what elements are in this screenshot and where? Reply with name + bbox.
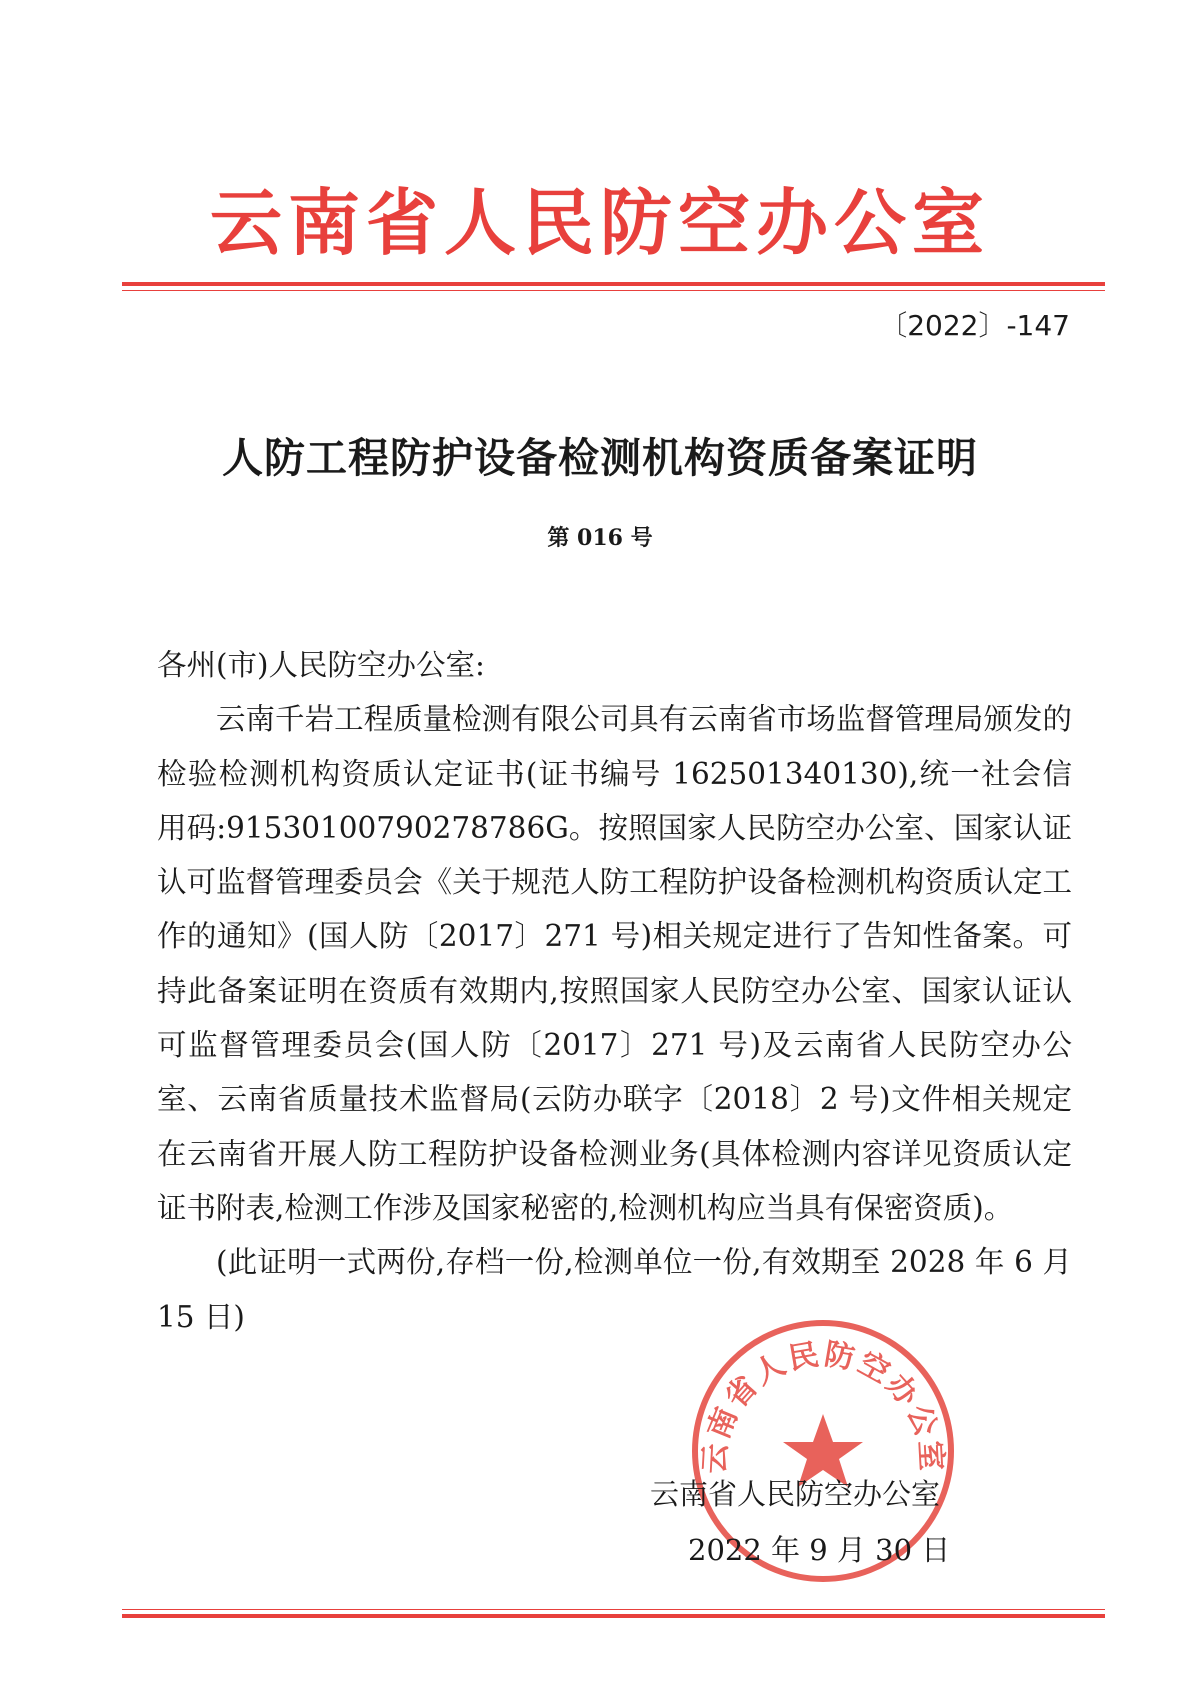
footer-rule-thin — [122, 1609, 1105, 1610]
footer-rule-thick — [122, 1614, 1105, 1618]
signature-date: 2022 年 9 月 30 日 — [688, 1533, 951, 1567]
document-body — [157, 638, 1072, 1344]
signature-block — [650, 1466, 990, 1578]
document-title: 人防工程防护设备检测机构资质备案证明 — [222, 434, 978, 482]
salutation: 各州(市)人民防空办公室: — [157, 648, 485, 682]
signature-org: 云南省人民防空办公室 — [650, 1477, 941, 1511]
body-paragraph: 云南千岩工程质量检测有限公司具有云南省市场监督管理局颁发的检验检测机构资质认定证书(证书编号 162501340130),统一社会信用码:91530100790278786G。按照国家人民防空办公室、国家认证认可监督管理委员会《关于规范人防工程防护设备检测机构资质认定工作的通知》(国人防〔2017〕271 号)相关规定进行了告知性备案。可持此备案证明在资质有效期内,按照国家人民防空办公室、国家认证认可监督管理委员会(国人防〔2017〕271 号)及云南省人民防空办公室、云南省质量技术监督局(云防办联字〔2018〕2 号)文件相关规定在云南省开展人防工程防护设备检测业务(具体检测内容详见资质认定证书附表,检测工作涉及国家秘密的,检测机构应当具有保密资质)。 — [157, 702, 1072, 1225]
issuing-org-header: 云南省人民防空办公室 — [209, 180, 990, 265]
header-rule-thick — [122, 282, 1105, 286]
document-number: 〔2022〕-147 — [879, 309, 1070, 342]
seal-text: 云南省人民防空办公室 — [697, 1336, 949, 1475]
validity-note: (此证明一式两份,存档一份,检测单位一份,有效期至 2028 年 6 月 15 日) — [157, 1245, 1072, 1334]
certificate-number: 第 016 号 — [547, 525, 653, 551]
header-rule-thin — [122, 290, 1105, 291]
